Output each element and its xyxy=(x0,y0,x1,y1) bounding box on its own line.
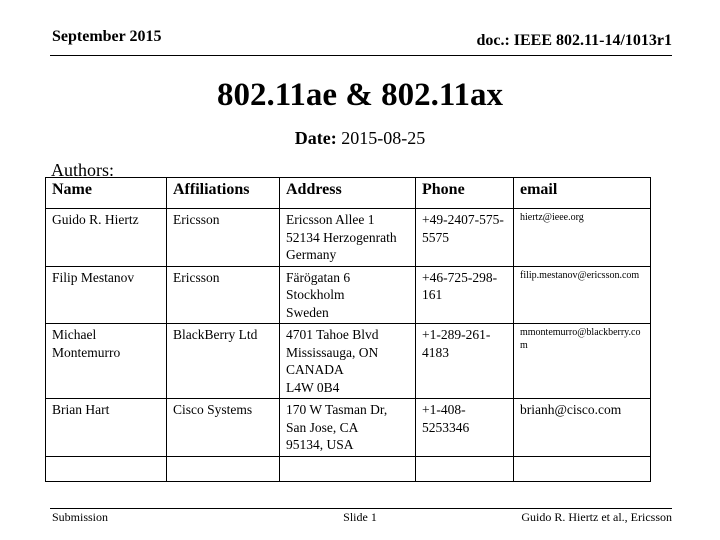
authors-label: Authors: xyxy=(51,160,114,180)
address-line: 4701 Tahoe Blvd xyxy=(286,327,379,342)
address-line: Sweden xyxy=(286,304,329,320)
cell-empty xyxy=(167,456,280,481)
cell-name: Michael Montemurro xyxy=(46,324,167,399)
footer-divider xyxy=(50,508,672,509)
cell-name: Brian Hart xyxy=(46,399,167,457)
cell-empty xyxy=(46,456,167,481)
cell-affiliation: Cisco Systems xyxy=(167,399,280,457)
header-doc-id: doc.: IEEE 802.11-14/1013r1 xyxy=(476,32,672,49)
footer-author: Guido R. Hiertz et al., Ericsson xyxy=(521,510,672,524)
header-date: September 2015 xyxy=(52,28,162,45)
cell-phone: +46-725-298-161 xyxy=(416,266,514,324)
column-header-email: email xyxy=(514,178,651,209)
cell-empty xyxy=(280,456,416,481)
table-row xyxy=(46,209,651,267)
address-line: L4W 0B4 xyxy=(286,379,340,395)
slide-title: 802.11ae & 802.11ax xyxy=(217,77,503,113)
cell-empty xyxy=(514,456,651,481)
cell-affiliation: Ericsson xyxy=(167,209,280,267)
address-line: Mississauga, ON xyxy=(286,344,379,360)
cell-phone: +1-408-5253346 xyxy=(416,399,514,457)
cell-empty xyxy=(416,456,514,481)
header-divider xyxy=(50,55,672,56)
cell-address xyxy=(280,266,416,324)
address-line: Stockholm xyxy=(286,287,345,302)
cell-email: hiertz@ieee.org xyxy=(514,209,651,267)
table-row-empty xyxy=(46,456,651,481)
column-header-phone: Phone xyxy=(416,178,514,209)
authors-table xyxy=(45,177,651,482)
address-line: 95134, USA xyxy=(286,437,354,452)
table-row xyxy=(46,266,651,324)
date-label: Date: xyxy=(294,128,337,148)
cell-name: Guido R. Hiertz xyxy=(46,209,167,267)
cell-email: filip.mestanov@ericsson.com xyxy=(514,266,651,324)
footer-slide-number: Slide 1 xyxy=(343,510,377,524)
address-line: 52134 Herzogenrath xyxy=(286,229,397,245)
date-value: 2015-08-25 xyxy=(341,128,426,148)
address-line: CANADA xyxy=(286,362,344,377)
address-line: Färögatan 6 xyxy=(286,269,351,285)
table-row xyxy=(46,324,651,399)
cell-address xyxy=(280,209,416,267)
address-line: 170 W Tasman Dr, xyxy=(286,402,388,417)
cell-phone: +1-289-261-4183 xyxy=(416,324,514,399)
table-header-row xyxy=(46,178,651,209)
cell-address xyxy=(280,324,416,399)
address-line: San Jose, CA xyxy=(286,419,359,435)
address-line: Germany xyxy=(286,247,337,262)
cell-affiliation: BlackBerry Ltd xyxy=(167,324,280,399)
cell-phone: +49-2407-575-5575 xyxy=(416,209,514,267)
cell-address xyxy=(280,399,416,457)
cell-name: Filip Mestanov xyxy=(46,266,167,324)
column-header-affiliations: Affiliations xyxy=(167,178,280,209)
table-row xyxy=(46,399,651,457)
column-header-name: Name xyxy=(46,178,167,209)
date-line xyxy=(0,128,720,149)
footer-submission: Submission xyxy=(52,510,109,524)
column-header-address: Address xyxy=(280,178,416,209)
cell-email: mmontemurro@blackberry.com xyxy=(514,324,651,399)
cell-affiliation: Ericsson xyxy=(167,266,280,324)
cell-email: brianh@cisco.com xyxy=(514,399,651,457)
address-line: Ericsson Allee 1 xyxy=(286,212,375,227)
